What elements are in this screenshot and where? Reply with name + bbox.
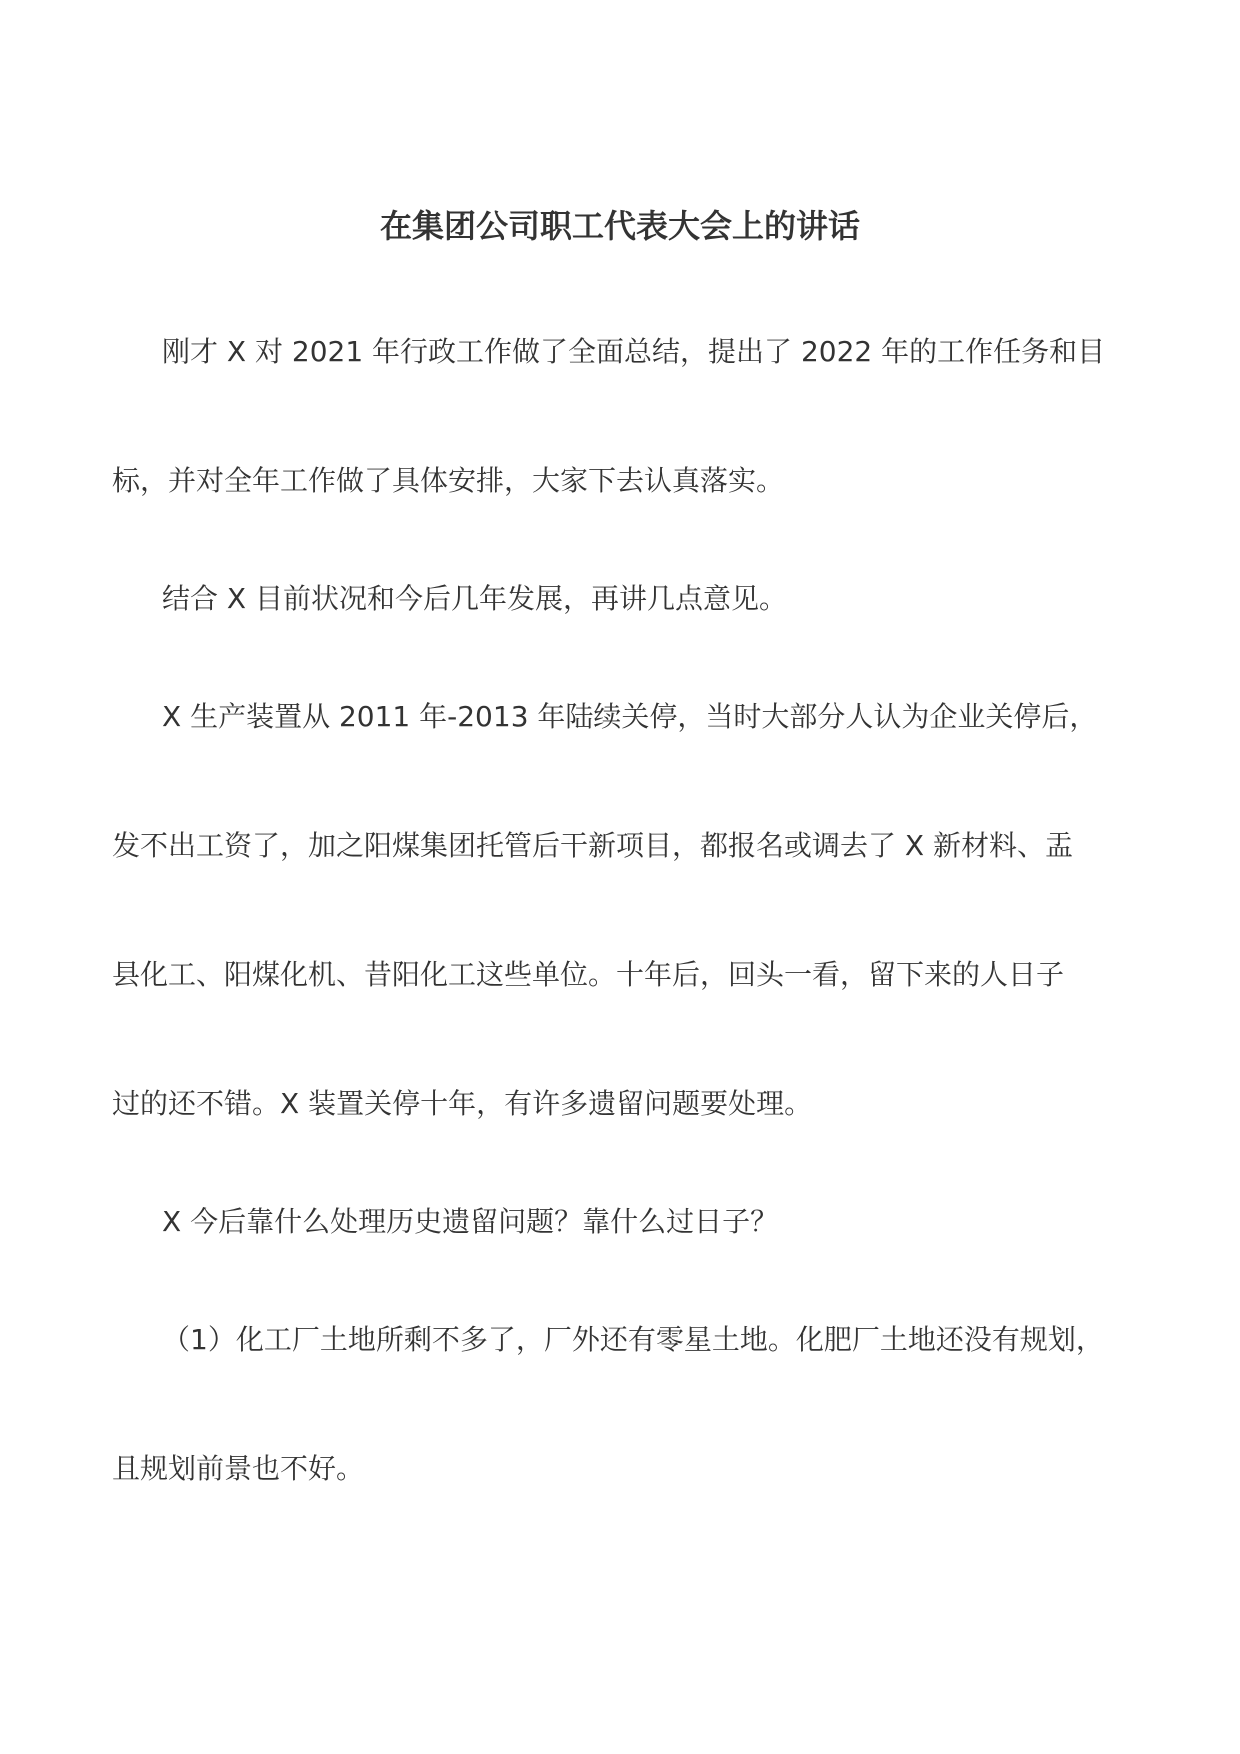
paragraph-3-line-4: 过的还不错。X 装置关停十年，有许多遗留问题要处理。 <box>112 1087 813 1120</box>
paragraph-3-line-2: 发不出工资了，加之阳煤集团托管后干新项目，都报名或调去了 X 新材料、盂 <box>112 829 1073 862</box>
paragraph-3-line-3: 县化工、阳煤化机、昔阳化工这些单位。十年后，回头一看，留下来的人日子 <box>112 958 1065 991</box>
paragraph-1-line-1: 刚才 X 对 2021 年行政工作做了全面总结，提出了 2022 年的工作任务和目 <box>162 335 1106 368</box>
paragraph-1-line-2: 标，并对全年工作做了具体安排，大家下去认真落实。 <box>112 464 785 497</box>
paragraph-2-line-1: 结合 X 目前状况和今后几年发展，再讲几点意见。 <box>162 582 787 615</box>
document-title: 在集团公司职工代表大会上的讲话 <box>379 207 860 245</box>
paragraph-4-line-1: X 今后靠什么处理历史遗留问题？靠什么过日子？ <box>162 1205 779 1238</box>
paragraph-5-line-2: 且规划前景也不好。 <box>112 1452 365 1485</box>
paragraph-3-line-1: X 生产装置从 2011 年-2013 年陆续关停，当时大部分人认为企业关停后， <box>162 700 1098 733</box>
paragraph-5-line-1: （1）化工厂土地所剩不多了，厂外还有零星土地。化肥厂土地还没有规划， <box>162 1323 1104 1356</box>
